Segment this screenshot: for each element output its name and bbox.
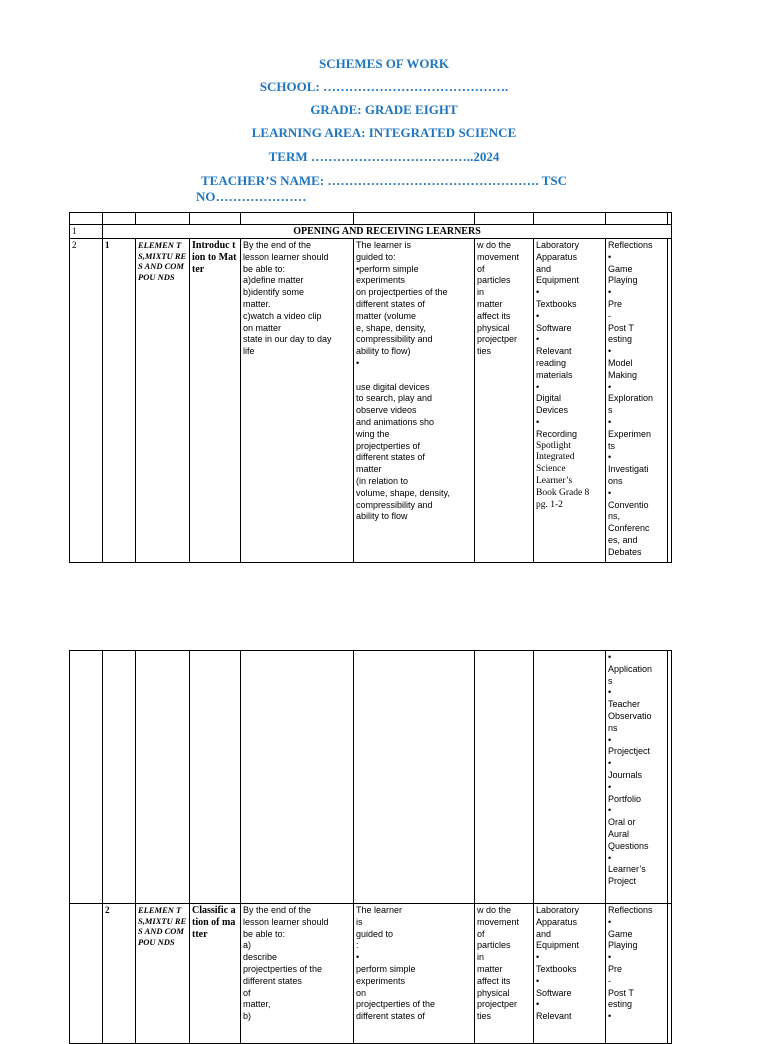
cell-line: different states of [356, 1011, 425, 1022]
cell-line: • [356, 952, 360, 963]
cell-line: compressibility and [356, 334, 433, 345]
cell-line [356, 370, 472, 382]
cell-line: • [608, 687, 612, 698]
learning-experiences-cell [354, 651, 475, 904]
learning-resources-cell [534, 651, 606, 904]
cell-line: e, shape, density, [356, 322, 426, 333]
cell-line: • [608, 652, 612, 662]
cell-line: physical [477, 322, 510, 333]
cell-line: es, and [608, 534, 638, 545]
cell-line: • [608, 781, 612, 792]
cell-line: Application [608, 663, 653, 674]
learning-outcomes-cell [241, 904, 354, 1044]
cell-line: esting [608, 999, 633, 1010]
sub-strand-cell [190, 651, 241, 904]
cell-line: By the end of the [243, 905, 312, 915]
cell-line: By the end of the [243, 240, 312, 250]
cell-line: Learner’s [536, 475, 573, 486]
resources-list [536, 240, 603, 441]
learning-resources-cell [534, 239, 606, 563]
cell-line: affect its [477, 975, 511, 986]
cell-line: ns [608, 722, 618, 733]
cell-line: projectperties of the [243, 963, 323, 974]
cell-line: • [536, 952, 540, 963]
cell-line: projectperties of the [356, 999, 436, 1010]
cell-line: Game [608, 928, 633, 939]
header-cell [136, 213, 190, 225]
cell-line: Laboratory [536, 905, 580, 915]
cell-line: •perform simple [356, 263, 419, 274]
cell-line: : [356, 940, 359, 951]
cell-line: different states [243, 975, 302, 986]
teacher-name-line: TEACHER’S NAME: …………………………………………. TSC [201, 173, 567, 188]
cell-line: Software [536, 987, 572, 998]
cell-line: • [608, 805, 612, 816]
cell-line: be able to: [243, 928, 286, 939]
cell-line: perform simple [356, 963, 416, 974]
cell-line: Game [608, 263, 633, 274]
table-header-row [70, 213, 672, 225]
cell-line: • [608, 287, 612, 298]
cell-line: • [608, 734, 612, 745]
scheme-table-page-1 [69, 212, 672, 563]
grade-line: GRADE: GRADE EIGHT [310, 102, 458, 117]
cell-line: compressibility and [356, 499, 433, 510]
cell-line: Science [536, 464, 566, 475]
cell-line: Book Grade 8 [536, 487, 590, 498]
cell-line: Equipment [536, 275, 580, 286]
document-title: SCHEMES OF WORK [318, 56, 450, 71]
cell-line: • [536, 287, 540, 298]
learning-resources-cell [534, 904, 606, 1044]
cell-line: Equipment [536, 940, 580, 951]
lesson-cell: 1 [103, 239, 136, 563]
cell-line: materials [536, 369, 573, 380]
cell-line: experiments [356, 975, 406, 986]
cell-line: Apparatus [536, 251, 578, 262]
cell-line: Playing [608, 275, 638, 286]
learning-outcomes-cell [241, 651, 354, 904]
cell-line: guided to [356, 928, 394, 939]
cell-line: movement [477, 916, 520, 927]
cell-line: particles [477, 940, 511, 951]
cell-line: b)identify some [243, 287, 305, 298]
cell-line: use digital devices [356, 381, 430, 392]
cell-line: The learner [356, 905, 403, 915]
cell-line: • [608, 251, 612, 262]
cell-line: in [477, 287, 485, 298]
cell-line: • [608, 452, 612, 463]
cell-line: Digital [536, 393, 562, 404]
cell-line: in [477, 952, 485, 963]
lesson-cell: 2 [103, 904, 136, 1044]
learning-experiences-cell [354, 904, 475, 1044]
cell-line: • [608, 381, 612, 392]
strand-cell: ELEMEN TS,MIXTU RES AND COMPOU NDS [136, 904, 190, 1044]
cell-line: Conferenc [608, 523, 650, 534]
cell-line: Software [536, 322, 572, 333]
cell-line: Spotlight [536, 440, 571, 451]
cell-line: Experimen [608, 428, 652, 439]
strand-cell: ELEMEN TS,MIXTU RES AND COMPOU NDS [136, 239, 190, 563]
learning-experiences-cell [354, 239, 475, 563]
cell-line: w do the [477, 240, 512, 250]
cell-line: b) [243, 1011, 252, 1022]
cell-line: Integrated [536, 452, 575, 463]
cell-line: Debates [608, 546, 642, 557]
cell-line: a)define matter [243, 275, 304, 286]
cell-line: Post T [608, 322, 634, 333]
cell-line: Playing [608, 940, 638, 951]
cell-line: - [608, 975, 611, 986]
cell-line: volume, shape, density, [356, 487, 450, 498]
remarks-cell [668, 904, 672, 1044]
cell-line: different states of [356, 452, 425, 463]
cell-line: of [477, 263, 485, 274]
cell-line: and animations sho [356, 416, 435, 427]
cell-line: ties [477, 1011, 492, 1022]
week-cell [70, 904, 103, 1044]
header-cell [190, 213, 241, 225]
header-cell [606, 213, 668, 225]
cell-line: matter (volume [356, 310, 417, 321]
cell-line: • [536, 381, 540, 392]
cell-line: • [536, 975, 540, 986]
cell-line: matter. [243, 298, 271, 309]
cell-line: Relevant [536, 346, 572, 357]
cell-line: Apparatus [536, 916, 578, 927]
header-cell [103, 213, 136, 225]
cell-line: • [608, 916, 612, 927]
cell-line: Reflections [608, 905, 653, 915]
cell-line: ties [477, 346, 492, 357]
learning-outcomes-cell [241, 239, 354, 563]
cell-line: ts [608, 440, 616, 451]
cell-line: matter [477, 963, 503, 974]
cell-line: • [608, 416, 612, 427]
cell-line: • [356, 357, 360, 368]
cell-line: on [356, 987, 367, 998]
cell-line: on matter [243, 322, 282, 333]
header-cell [475, 213, 534, 225]
cell-line: is [356, 916, 363, 927]
cell-line: physical [477, 987, 510, 998]
cell-line: guided to: [356, 251, 396, 262]
tsc-number-line: NO………………… [196, 189, 307, 204]
assessment-cell [606, 651, 668, 904]
cell-line: • [536, 310, 540, 321]
school-line: SCHOOL: ……………………………………. [259, 79, 509, 94]
cell-line: • [608, 487, 612, 498]
cell-line: projectperties of [356, 440, 421, 451]
cell-line: • [608, 346, 612, 357]
cell-line: Teacher [608, 699, 641, 710]
cell-line: Devices [536, 405, 569, 416]
cell-line: The learner is [356, 240, 412, 250]
cell-line: of [477, 928, 485, 939]
cell-line: esting [608, 334, 633, 345]
sub-strand-cell: Classific ation of matter [190, 904, 241, 1044]
term-line: TERM ………………………………..2024 [268, 149, 500, 164]
cell-line: Investigati [608, 464, 649, 475]
cell-line: - [608, 310, 611, 321]
table-row [70, 904, 672, 1044]
cell-line: Reflections [608, 240, 653, 250]
cell-line: s [608, 675, 613, 686]
table-row [70, 239, 672, 563]
cell-line: ability to flow) [356, 346, 411, 357]
cell-line: matter [477, 298, 503, 309]
cell-line: • [536, 334, 540, 345]
cell-line: to search, play and [356, 393, 433, 404]
cell-line: pg. 1-2 [536, 499, 563, 510]
table-row [70, 225, 672, 239]
cell-line: Observatio [608, 710, 652, 721]
cell-line: • [608, 1011, 612, 1022]
cell-line: affect its [477, 310, 511, 321]
week-cell [70, 651, 103, 904]
cell-line: experiments [356, 275, 406, 286]
cell-line: • [608, 952, 612, 963]
cell-line: be able to: [243, 263, 286, 274]
cell-line: projectper [477, 999, 518, 1010]
cell-line: Project [608, 876, 637, 887]
cell-line: • [536, 416, 540, 427]
cell-line: different states of [356, 298, 425, 309]
cell-line: Aural [608, 828, 630, 839]
cell-line: ons [608, 475, 623, 486]
lesson-cell [103, 651, 136, 904]
cell-line: of [243, 987, 251, 998]
week-cell: 1 [70, 225, 103, 239]
cell-line: s [608, 405, 613, 416]
strand-cell [136, 651, 190, 904]
inquiry-question-cell [475, 239, 534, 563]
cell-line: Post T [608, 987, 634, 998]
cell-line: reading [536, 357, 567, 368]
scheme-table-page-2 [69, 650, 672, 1044]
cell-line: Conventio [608, 499, 649, 510]
cell-line: ns, [608, 511, 621, 522]
cell-line: Textbooks [536, 963, 577, 974]
cell-line: Learner’s [608, 864, 646, 875]
cell-line: Recording [536, 428, 578, 439]
cell-line: lesson learner should [243, 251, 329, 262]
header-cell [70, 213, 103, 225]
remarks-cell [668, 239, 672, 563]
header-cell [354, 213, 475, 225]
cell-line: Making [608, 369, 638, 380]
cell-line: • [536, 999, 540, 1010]
inquiry-question-cell [475, 904, 534, 1044]
cell-line: w do the [477, 905, 512, 915]
opening-banner: OPENING AND RECEIVING LEARNERS [103, 225, 672, 239]
cell-line: matter, [243, 999, 271, 1010]
cell-line: wing the [356, 428, 390, 439]
cell-line: state in our day to day [243, 334, 332, 345]
cell-line: particles [477, 275, 511, 286]
cell-line: matter [356, 464, 382, 475]
cell-line: lesson learner should [243, 916, 329, 927]
cell-line: (in relation to [356, 475, 409, 486]
table-row [70, 651, 672, 904]
textbook-reference [536, 441, 603, 512]
cell-line: • [608, 852, 612, 863]
assessment-cell [606, 904, 668, 1044]
header-cell [668, 213, 672, 225]
cell-line: a) [243, 940, 252, 951]
assessment-cell [606, 239, 668, 563]
cell-line: • [608, 758, 612, 769]
learning-area-line: LEARNING AREA: INTEGRATED SCIENCE [251, 125, 517, 140]
header-cell [534, 213, 606, 225]
cell-line: Textbooks [536, 298, 577, 309]
cell-line: life [243, 346, 255, 357]
cell-line: c)watch a video clip [243, 310, 322, 321]
sub-strand-cell: Introduc tion to Matter [190, 239, 241, 563]
cell-line: on projectperties of the [356, 287, 448, 298]
cell-line: ability to flow [356, 511, 408, 522]
cell-line: describe [243, 952, 278, 963]
cell-line: Pre [608, 298, 623, 309]
cell-line: Oral or [608, 817, 636, 828]
cell-line: Pre [608, 963, 623, 974]
cell-line: Journals [608, 769, 643, 780]
inquiry-question-cell [475, 651, 534, 904]
cell-line: Projectject [608, 746, 651, 757]
remarks-cell [668, 651, 672, 904]
cell-line: movement [477, 251, 520, 262]
cell-line: Questions [608, 840, 649, 851]
cell-line: Portfolio [608, 793, 642, 804]
cell-line: projectper [477, 334, 518, 345]
cell-line: and [536, 263, 552, 274]
cell-line: Relevant [536, 1011, 572, 1022]
cell-line: Exploration [608, 393, 654, 404]
cell-line: observe videos [356, 405, 417, 416]
cell-line: Laboratory [536, 240, 580, 250]
header-cell [241, 213, 354, 225]
cell-line: and [536, 928, 552, 939]
week-cell: 2 [70, 239, 103, 563]
cell-line: Model [608, 357, 633, 368]
